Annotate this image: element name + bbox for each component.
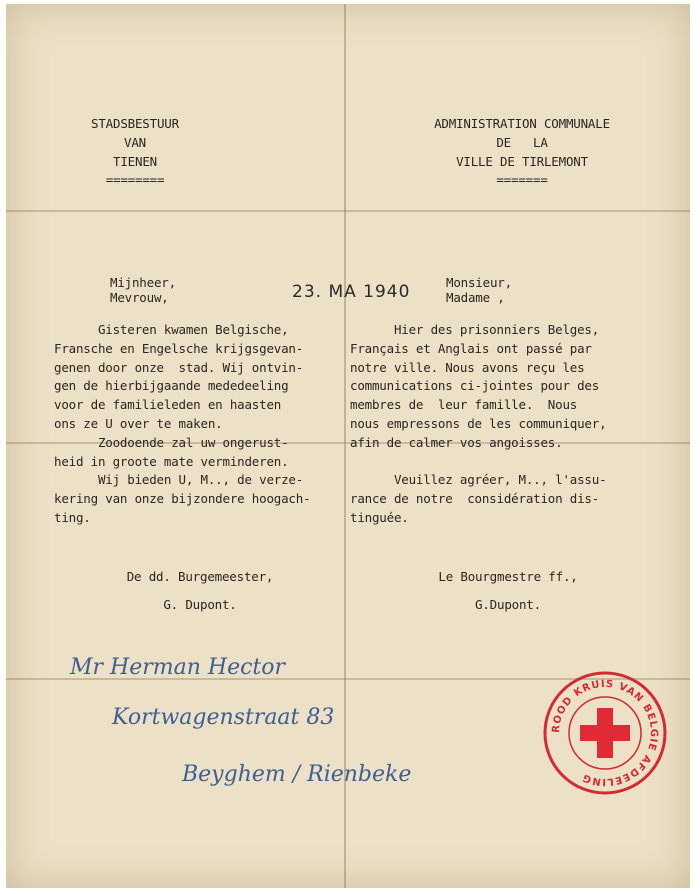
red-cross-stamp-icon bbox=[540, 668, 670, 798]
body-french-line: membres de leur famille. Nous bbox=[350, 397, 578, 413]
date-stamp: 23. MA 1940 bbox=[292, 282, 411, 302]
body-dutch-line: heid in groote mate verminderen. bbox=[54, 453, 289, 469]
header-french-line: VILLE DE TIRLEMONT bbox=[456, 154, 588, 169]
header-french-line: DE LA bbox=[496, 135, 548, 150]
header-dutch-line: STADSBESTUUR bbox=[91, 116, 179, 131]
body-dutch-line: Gisteren kwamen Belgische, bbox=[54, 322, 289, 337]
body-dutch-line: Wij bieden U, M.., de verze- bbox=[54, 472, 304, 488]
body-french-line: communications ci-jointes pour des bbox=[350, 378, 600, 394]
body-dutch-line: gen de hierbijgaande mededeeling bbox=[54, 378, 289, 394]
header-dutch-underline: ======== bbox=[105, 172, 165, 187]
body-french-line: nous empressons de les communiquer, bbox=[350, 416, 607, 431]
handwritten-street: Kortwagenstraat 83 bbox=[112, 705, 335, 730]
body-french-line: Français et Anglais ont passé par bbox=[350, 340, 592, 356]
signature-french-title: Le Bourgmestre ff., bbox=[438, 569, 578, 584]
body-dutch-line: Fransche en Engelsche krijgsgevan- bbox=[54, 340, 304, 356]
handwritten-city: Beyghem / Rienbeke bbox=[182, 762, 412, 787]
svg-text:ROOD KRUIS VAN BELGIE AFDEELIN: ROOD KRUIS VAN BELGIE AFDEELING bbox=[550, 678, 660, 788]
header-dutch-line: TIENEN bbox=[113, 154, 157, 169]
salutation-dutch-line: Mijnheer, bbox=[110, 275, 176, 290]
header-french-line: ADMINISTRATION COMMUNALE bbox=[434, 116, 610, 131]
body-dutch-line: Zoodoende zal uw ongerust- bbox=[54, 434, 289, 450]
fold-line-horizontal bbox=[6, 210, 690, 212]
body-dutch-line: ting. bbox=[54, 510, 91, 525]
body-french-line: notre ville. Nous avons reçu les bbox=[350, 359, 585, 375]
signature-dutch-title: De dd. Burgemeester, bbox=[126, 569, 274, 584]
header-dutch-line: VAN bbox=[124, 135, 146, 150]
salutation-dutch-line: Mevrouw, bbox=[110, 290, 169, 305]
body-dutch-line: ons ze U over te maken. bbox=[54, 416, 223, 431]
body-french-line: rance de notre considération dis- bbox=[350, 491, 600, 507]
body-dutch-line: kering van onze bijzondere hoogach- bbox=[54, 491, 311, 507]
signature-dutch-name: G. Dupont. bbox=[163, 597, 237, 612]
handwritten-name: Mr Herman Hector bbox=[70, 655, 286, 680]
salutation-french-line: Monsieur, bbox=[446, 275, 512, 290]
header-french-underline: ======= bbox=[496, 172, 548, 187]
body-french-line: Veuillez agréer, M.., l'assu- bbox=[350, 472, 607, 488]
body-dutch-line: voor de familieleden en haasten bbox=[54, 397, 282, 413]
body-french-line: afin de calmer vos angoisses. bbox=[350, 434, 563, 450]
fold-line-vertical bbox=[344, 4, 346, 888]
body-french-line: Hier des prisonniers Belges, bbox=[350, 322, 600, 337]
body-french-line: tinguée. bbox=[350, 510, 409, 525]
salutation-french-line: Madame , bbox=[446, 290, 505, 305]
body-dutch-line: genen door onze stad. Wij ontvin- bbox=[54, 359, 304, 375]
signature-french-name: G.Dupont. bbox=[475, 597, 541, 612]
